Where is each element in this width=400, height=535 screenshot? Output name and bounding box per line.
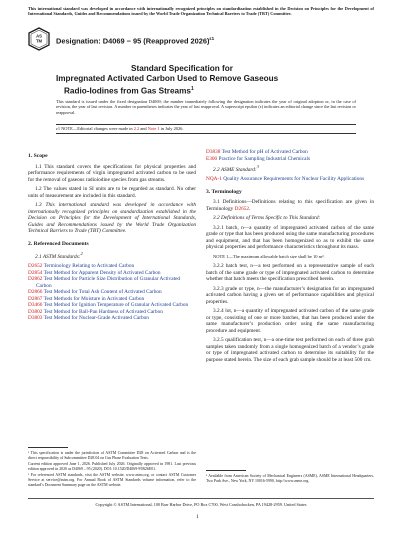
para-1-2: 1.2 The values stated in SI units are to be regarded as standard. No other units of measurement are included in this standard.: [28, 186, 196, 199]
astm-reference-list: [28, 263, 196, 322]
left-column: [28, 147, 196, 322]
section-1-heading: 1. Scope: [28, 153, 48, 159]
editorial-note: ε1 NOTE—Editorial changes were made in 2.2 and Note 1 in July 2026.: [56, 126, 184, 131]
designation: Designation: D4069 − 95 (Reapproved 2026)$^{\varepsilon 1}$: [56, 36, 215, 46]
svg-text:TM: TM: [35, 38, 43, 44]
para-3-2-1: 3.2.1 batch, n—a quantity of impregnated activated carbon of the same grade or type that has been produced using the same manufacturing procedures and equipment, and that has been homogenized so as to exhibit the same physical properties and performance characteristics throughout its mass.: [206, 224, 374, 251]
astm-logo-icon: [28, 27, 50, 51]
footnotes-right: ³ Available from American Society of Mechanical Engineers (ASME), ASME International Headquarters, Two Park Ave., New York, NY 10016-5990, http://www.asme.org.: [206, 474, 374, 483]
para-3-2-2: 3.2.2 batch test, n—a test performed on a representative sample of each batch of the same grade or type of impregnated activated carbon to determine whether that batch meets the specification prescribed herein.: [206, 263, 374, 283]
epsilon-marker: ε1: [209, 36, 215, 41]
top-notice: This international standard was developed in accordance with internationally recognized principles on standardization established in the Decision on Principles for the Development of International Standards, Guides and Recommendations issued by the World Trade Organization Technical Barriers to Trade (TBT) Committee.: [28, 6, 374, 17]
link-note-1[interactable]: Note 1: [147, 126, 160, 131]
reference-item[interactable]: D3802 Test Method for Ball-Pan Hardness of Activated Carbon: [28, 308, 163, 315]
footnote-rule-left: [28, 447, 68, 448]
reference-item[interactable]: D2854 Test Method for Apparent Density of Activated Carbon: [28, 269, 161, 276]
footnote-rule-right: [206, 470, 246, 471]
para-1-3: 1.3 This international standard was developed in accordance with internationally recognized principles on standardization established in the Decision on Principles for the Development of International Standards, Guides and Recommendations issued by the World Trade Organization Technical Barriers to Trade (TBT) Committee.: [28, 202, 196, 234]
reference-item[interactable]: D3838 Test Method for pH of Activated Carbon: [206, 149, 308, 155]
reference-item[interactable]: D2862 Test Method for Particle Size Distribution of Granular Activated Carbon: [28, 276, 181, 289]
standard-notice: This standard is issued under the fixed designation D4069; the number immediately following the designation indicates the year of original adoption or, in the case of revision, the year of last revision. A number in parentheses indicates the year of last reapproval. A superscript epsilon (ε) indicates an editorial change since the last revision or reapproval.: [56, 99, 356, 115]
reference-item[interactable]: D3803 Test Method for Nuclear-Grade Activated Carbon: [28, 315, 149, 322]
footnotes-left: ¹ This specification is under the jurisdiction of ASTM Committee D28 on Activated Carbon and is the direct responsibility of Subcommittee D28.04 on Gas Phase Evaluation Tests. Current edition approved June 1, 2026. Published July 2026. Originally approved in 1981. Last previous edition approved in 2020 as D4069 – 95 (2020). DOI: 10.1520/D4069-95R26E01. ² For referenced ASTM standards, visit the ASTM website, www.astm.org, or contact ASTM Customer Service at service@astm.org. For Annual Book of ASTM Standards volume information, refer to the standard’s Document Summary page on the ASTM website.: [28, 451, 196, 487]
reference-item[interactable]: NQA-1 Quality Assurance Requirements for Nuclear Facility Applications: [206, 176, 365, 183]
svg-text:AS: AS: [36, 33, 42, 39]
para-3-2-5: 3.2.5 qualification test, n—a one-time test performed on each of three grab samples taken randomly from a single homogenized batch of a vendor’s grade or type of impregnated activated carbon to determine its suitability for the purpose stated herein. The size of each grab sample should be at least 500 cm.: [206, 337, 374, 363]
reference-item[interactable]: E300 Practice for Sampling Industrial Chemicals: [206, 155, 311, 162]
page-number: 1: [196, 514, 199, 520]
para-3-1: 3.1 Definitions—Definitions relating to this specification are given in Terminology D2652.: [206, 199, 374, 212]
section-2-heading: 2. Referenced Documents: [28, 240, 89, 247]
para-1-1: 1.1 This standard covers the specifications for physical properties and performance requirements of virgin impregnated activated carbon to be used for the removal of gaseous radioiodine species from gas streams.: [28, 163, 196, 183]
note-1: NOTE 1—The maximum allowable batch size shall be 10 m³.: [213, 253, 325, 259]
para-2-1: 2.1 ASTM Standards:$^2$: [35, 251, 83, 260]
reference-item[interactable]: D2866 Test Method for Total Ash Content of Activated Carbon: [28, 289, 162, 296]
divider-top: [56, 124, 356, 125]
reference-item[interactable]: D2867 Test Methods for Moisture in Activated Carbon: [28, 295, 145, 302]
para-3-2-3: 3.2.3 grade or type, n—the manufacturer’s designation for an impregnated activated carbon having a given set of performance capabilities and physical properties.: [206, 285, 374, 305]
para-3-2-4: 3.2.4 lot, n—a quantity of impregnated activated carbon of the same grade or type, consisting of one or more batches, that has been produced under the same manufacturer’s production order using the same manufacturing procedure and equipment.: [206, 308, 374, 334]
footer-rule: [28, 498, 374, 499]
reference-item[interactable]: D2652 Terminology Relating to Activated Carbon: [28, 263, 135, 270]
link-2-2[interactable]: 2.2: [133, 126, 140, 131]
para-2-2: 2.2 ASME Standard:$^3$: [213, 164, 259, 173]
right-column: [206, 149, 374, 366]
copyright-footer: Copyright © ASTM International, 100 Barr Harbor Drive, PO Box C700, West Conshohocken, PA 19428-2959. United States: [95, 502, 307, 507]
para-3-2: 3.2 Definitions of Terms Specific to This Standard:: [213, 215, 321, 222]
reference-item[interactable]: D3466 Test Method for Ignition Temperature of Granular Activated Carbon: [28, 302, 189, 309]
section-3-heading: 3. Terminology: [206, 188, 242, 195]
divider-bottom: [56, 133, 356, 134]
document-title: Standard Specification for Impregnated Activated Carbon Used to Remove Gaseous Radio-Iodines from Gas Streams$^1$: [56, 64, 279, 97]
link-d2652[interactable]: D2652: [234, 205, 250, 212]
